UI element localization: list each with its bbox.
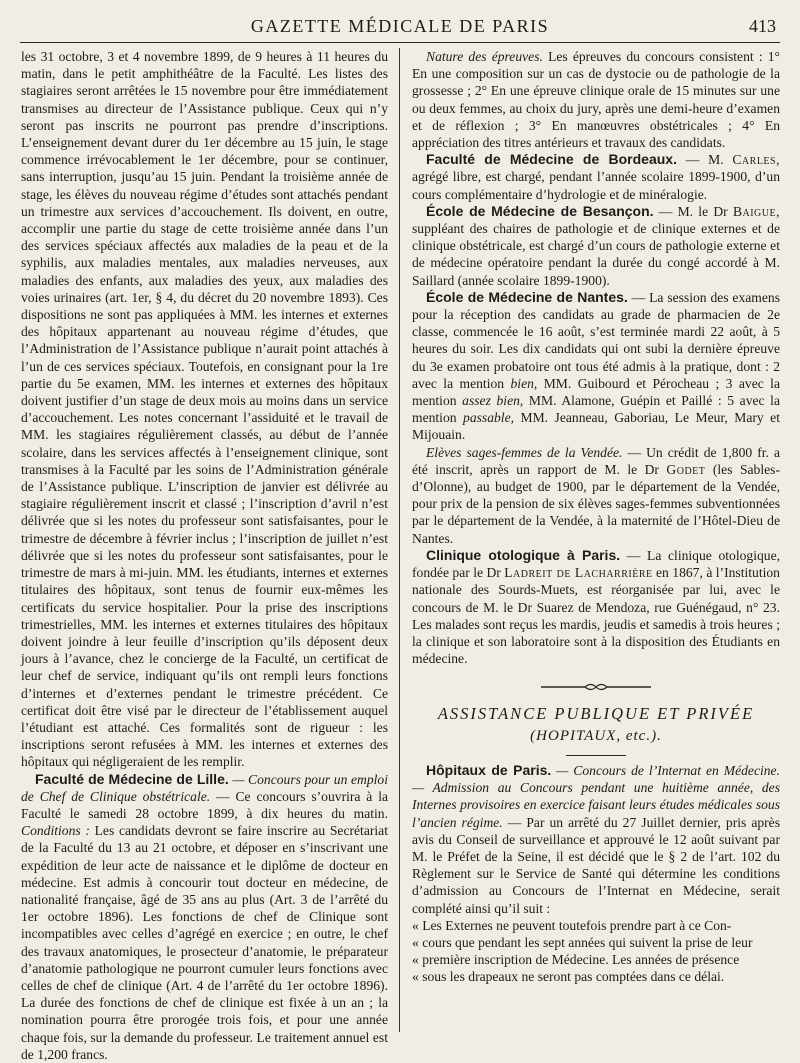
paragraph-besancon	[412, 203, 780, 289]
text-bordeaux-dash: — M.	[676, 152, 733, 168]
text-nantes-3: MM. Alamone, Guépin et Paillé : 5 avec la mention	[412, 393, 780, 426]
text-lille-2: Les candidats devront se faire inscrire au Secrétariat de la Faculté du 13 au 21 octobre, et déposer en s’inscrivant une expédition de leur acte de naissance et le diplôme de docteur en médecine. Est admis à concourir tout docteur en médecine, de nationalité française, âgé de 35 ans au plus (Art. 3 de l’arrêté du 1er octobre 1896). Les fonctions de chef de Clinique sont incompatibles avec celles d’agrégé en exercice ; en outre, le chef des travaux anatomiques, le prosecteur d’anatomie, le préparateur d’anatomie pathologique ne pourront cumuler leurs fonctions avec celles de chef de clinique (Art. 4 de l’arrêté du 1er octobre 1896). La durée des fonctions de chef de clinique est fixée à un an ; la nomination pourra être prorogée trois fois, et pour une année chaque fois, sur la demande du professeur. Le traitement annuel est de 1,200 francs.	[21, 823, 388, 1062]
label-nature: Nature des épreuves.	[426, 49, 543, 64]
ornament-icon	[541, 682, 651, 692]
left-column	[21, 48, 389, 1062]
heading-besancon: École de Médecine de Besançon.	[426, 202, 654, 219]
paragraph-nantes	[412, 289, 780, 444]
quote-line-4: « sous les drapeaux ne seront pas comptées dans ce délai.	[412, 969, 725, 985]
paragraph-stage: les 31 octobre, 3 et 4 novembre 1899, de 9 heures à 11 heures du matin, dans le petit amphithéâtre de la Faculté. Les listes des stagiaires seront arrêtées le 15 novembre pour être immédiatement transmises au directeur de l’Assistance publique. Ceux qui n’y seront pas inscrits ne pourront pas prendre d’inscriptions. L’enseignement devant durer du 1er décembre au 15 juin, le stage commence irrévocablement le 1er décembre, pour se continuer, sans interruption, jusqu’au 15 juin. Pendant la troisième année de stage, les élèves du nouveau régime d’études sont attachés pendant un trimestre aux services d’accouchement. Ils doivent, en outre, accomplir une partie du stage de cette troisième année dans l’un des services spéciaux affectés aux maladies de la peau et de la syphilis, aux maladies mentales, aux maladies nerveuses, aux maladies des enfants, aux maladies des yeux, aux maladies des voies urinaires (art. 1er, § 4, du décret du 20 novembre 1893). Ces dispositions ne sont pas appliquées à MM. les internes et externes des hôpitaux appartenant au nouveau régime d’études, que l’Administration de l’Assistance publique n’aurait point attachés à l’un de ces services spéciaux. Toutefois, en consignant pour la 1re partie du 5e examen, MM. les internes et externes des hôpitaux doivent justifier d’un stage de deux mois au moins dans un service d’accouchement. Les notes concernant l’assiduité et le travail de MM. les stagiaires régulièrement classés, au début de l’année scolaire, dans les services affectés à l’enseignement clinique, sont transmises à la Faculté par les soins de l’Administration générale de l’Assistance publique. L’inscription de janvier est délivrée au stagiaire régulièrement inscrit et classé ; l’inscription d’avril n’est délivrée que si les notes du professeur sont satisfaisantes, pour le trimestre de décembre à février inclus ; l’inscription de juillet n’est délivrée que si les notes du professeur sont satisfaisantes, pour le trimestre de mars à mi-juin. MM. les étudiants, internes et externes titulaires des hôpitaux, sont tenus de fournir eux-mêmes les certificats du service hospitalier. Pour la prise des inscriptions trimestrielles, MM. les internes et externes titulaires des hôpitaux doivent joindre à leur feuille d’inscription qu’ils déposent deux jours à l’avance, chez le concierge de la Faculté, un certificat de leur chef de service, indiquant qu’ils ont rempli leurs fonctions d’internes et d’externes pendant le trimestre précédent. Ce certificat doit être visé par le directeur de l’établissement auquel l’étudiant est attaché. Ces formalités sont de rigueur : les inscriptions seront refusées à MM. les internes et externes des hôpitaux qui négligeraient de les remplir.	[21, 49, 388, 770]
name-godet: Godet	[666, 461, 706, 477]
paragraph-bordeaux	[412, 151, 780, 203]
quote-line-3: « première inscription de Médecine. Les années de présence	[412, 952, 740, 968]
text-nantes-4: MM. Jeanneau, Gaboriau, Le Meur, Mary et Mijouain.	[412, 410, 780, 443]
text-besancon: suppléant des chaires de pathologie et de clinique externes et de clinique obstétricale, est chargé d’un cours de pathologie externe et de médecine opératoire pendant la durée du congé accordé à M. Saillard (année scolaire 1899-1900).	[412, 221, 780, 288]
paragraph-hopitaux	[412, 762, 780, 917]
section-rule	[566, 755, 626, 756]
text-eleves-1: — Un crédit de 1,800 fr. a été inscrit, après un rapport de M. le Dr	[412, 444, 780, 477]
page-number: 413	[749, 16, 776, 36]
name-carles: Carles,	[732, 152, 780, 168]
text-clinique-2: en 1867, à l’Institution nationale des Sourds-Muets, est réorganisée par lui, avec le concours de M. le Dr Suarez de Mendoza, rue Guénégaud, n° 23. Les malades sont reçus les mardis, jeudis et samedis à trois heures ; la clinique et son laboratoire sont à la disposition des Étudiants en médecine.	[412, 565, 780, 667]
ornament-divider	[412, 679, 780, 696]
name-baigue: Baigue,	[732, 203, 781, 219]
paragraph-clinique	[412, 547, 780, 667]
column-divider	[399, 48, 400, 1032]
journal-title: GAZETTE MÉDICALE DE PARIS	[250, 16, 550, 36]
section-title: ASSISTANCE PUBLIQUE ET PRIVÉE	[437, 703, 755, 723]
text-lille-1: — Ce concours s’ouvrira à la Faculté le samedi 28 octobre 1899, à dix heures du matin.	[21, 788, 389, 821]
subheading-lille: — Concours pour un emploi de Chef de Clinique obstétricale.	[21, 771, 388, 804]
heading-nantes: École de Médecine de Nantes.	[426, 288, 628, 305]
text-nantes-2: MM. Guibourd et Pérocheau ; 3 avec la mention	[412, 375, 780, 409]
subheading-hopitaux: — Concours de l’Internat en Médecine. — Admission au Concours pendant une huitième année, des Internes provisoires en exercice faisant leurs études médicales sous l’ancien régime.	[412, 762, 780, 830]
paragraph-nature	[412, 48, 780, 151]
right-column	[412, 48, 780, 1036]
mention-passable: passable,	[463, 410, 515, 426]
running-header	[20, 12, 780, 43]
label-eleves: Elèves sages-femmes de la Vendée.	[426, 444, 623, 460]
mention-bien: bien,	[510, 375, 538, 391]
text-nature: Les épreuves du concours consistent : 1° En une composition sur un cas de dystocie ou de pathologie de la grossesse ; 2° En une épreuve clinique orale de 15 minutes sur une ou deux femmes, au choix du jury, après une demi-heure d’examen et de réflexion ; 3° En manœuvres obstétricales ; 4° En appréciation des titres antérieurs et travaux des candidats.	[412, 49, 780, 151]
label-conditions: Conditions :	[21, 823, 90, 839]
quote-line-1: « Les Externes ne peuvent toutefois prendre part à ce Con-	[412, 917, 732, 933]
paragraph-vendee	[412, 444, 780, 547]
mention-assez-bien: assez bien,	[462, 393, 524, 409]
paragraph-lille	[21, 771, 388, 1063]
heading-lille: Faculté de Médecine de Lille.	[35, 770, 229, 787]
section-subtitle: (HOPITAUX, etc.).	[530, 727, 662, 744]
heading-clinique: Clinique otologique à Paris.	[426, 546, 621, 563]
name-ladreit: Ladreit de Lacharrière	[504, 565, 653, 581]
text-eleves-2: (les Sables-d’Olonne), au budget de 1900, par le département de la Vendée, pour prix de la pension de six élèves sages-femmes subventionnées par le département de la Vendée, à la maternité de l’Hôtel-Dieu de Nantes.	[412, 461, 780, 546]
text-clinique-1: — La clinique otologique, fondée par le Dr	[412, 547, 780, 581]
text-bordeaux: agrégé libre, est chargé, pendant l’année scolaire 1899-1900, d’un cours complémentaire d’hydrologie et de minéralogie.	[412, 169, 780, 202]
quote-line-2: « cours que pendant les sept années qui suivent la prise de leur	[412, 934, 753, 950]
text-besancon-dash: — M. le Dr	[653, 203, 733, 219]
text-hopitaux: — Par un arrêté du 27 Juillet dernier, pris après avis du Conseil de surveillance et approuvé le 12 août suivant par M. le Préfet de la Seine, il est décidé que le § 2 de l’art. 102 du Règlement sur le Service de Santé qui détermine les conditions d’admission au Concours de l’Internat en Médecine, serait complété ainsi qu’il suit :	[412, 814, 780, 916]
text-nantes-1: — La session des examens pour la réception des candidats au grade de pharmacien de 2e classe, commencée le 16 août, s’est terminée mardi 22 août, à 5 heures du soir. Les dix candidats qui ont subi la dernière épreuve du 3e examen probatoire ont tous été admis à la pratique, dont : 2 avec la mention	[412, 289, 780, 391]
heading-bordeaux: Faculté de Médecine de Bordeaux.	[426, 151, 677, 168]
heading-hopitaux: Hôpitaux de Paris.	[426, 761, 552, 778]
